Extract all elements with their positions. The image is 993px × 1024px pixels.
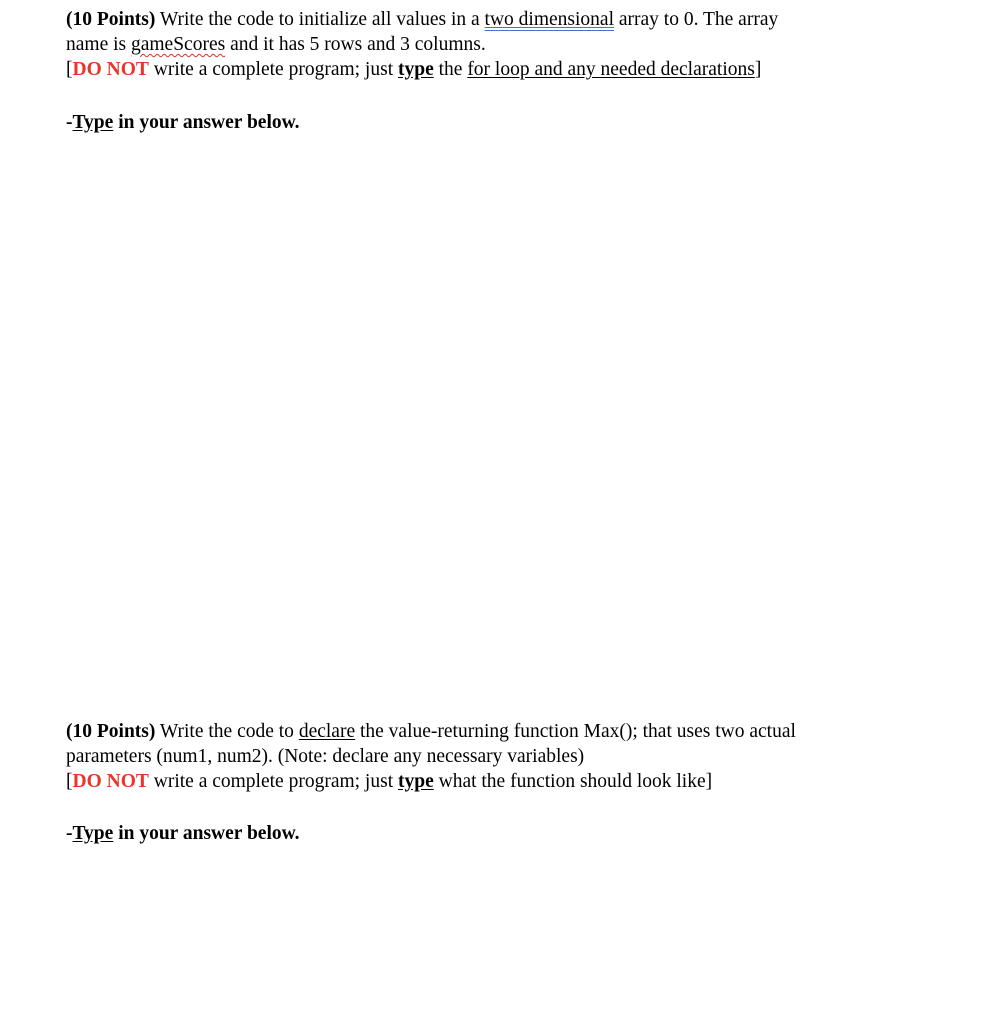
question-1-text-c: name is	[66, 34, 131, 55]
question-2-bracket-open: [	[66, 771, 73, 792]
answer-prompt-2-type: Type	[72, 823, 114, 844]
question-2	[66, 719, 966, 794]
answer-prompt-1	[66, 110, 300, 135]
answer-area-2[interactable]	[66, 856, 946, 1016]
question-2-line-1	[66, 719, 966, 744]
question-1-text-f: the	[433, 59, 468, 80]
question-2-text-c: parameters (num1, num2). (Note: declare any necessary variables)	[66, 746, 585, 767]
question-2-line-2	[66, 744, 966, 769]
question-1-array-name: gameScores	[130, 34, 226, 55]
question-2-text-b: the value-returning function Max(); that uses two actual	[355, 721, 796, 742]
question-1-do-not-warning: DO NOT	[72, 59, 149, 80]
question-1-term-two-dimensional: two dimensional	[484, 9, 614, 30]
question-1-type-emphasis: type	[397, 59, 434, 80]
answer-prompt-1-type: Type	[72, 112, 114, 133]
question-2-line-3	[66, 769, 966, 794]
question-1-line-1	[66, 7, 966, 32]
answer-prompt-1-rest: in your answer below.	[113, 112, 300, 133]
question-2-text-a: Write the code to	[155, 721, 299, 742]
question-1-text-a: Write the code to initialize all values in a	[155, 9, 485, 30]
answer-prompt-2	[66, 821, 300, 846]
question-2-text-d: write a complete program; just	[148, 771, 398, 792]
answer-prompt-1-dash: -	[66, 112, 73, 133]
question-1-bracket-open: [	[66, 59, 73, 80]
question-1-text-d: and it has 5 rows and 3 columns.	[225, 34, 486, 55]
question-1-line-2	[66, 32, 966, 57]
answer-prompt-2-dash: -	[66, 823, 73, 844]
question-2-type-emphasis: type	[397, 771, 434, 792]
question-2-do-not-warning: DO NOT	[72, 771, 149, 792]
question-1-text-b: array to 0. The array	[614, 9, 779, 30]
answer-prompt-2-rest: in your answer below.	[113, 823, 300, 844]
question-1-points: (10 Points)	[66, 9, 156, 30]
question-1-line-3	[66, 57, 966, 82]
question-2-points: (10 Points)	[66, 721, 156, 742]
question-1-for-loop-instruction: for loop and any needed declarations	[467, 59, 755, 80]
question-1-text-e: write a complete program; just	[148, 59, 398, 80]
question-2-text-e: what the function should look like]	[433, 771, 713, 792]
question-2-term-declare: declare	[298, 721, 356, 742]
question-1	[66, 7, 966, 82]
question-1-bracket-close: ]	[754, 59, 762, 80]
answer-area-1[interactable]	[66, 145, 946, 705]
